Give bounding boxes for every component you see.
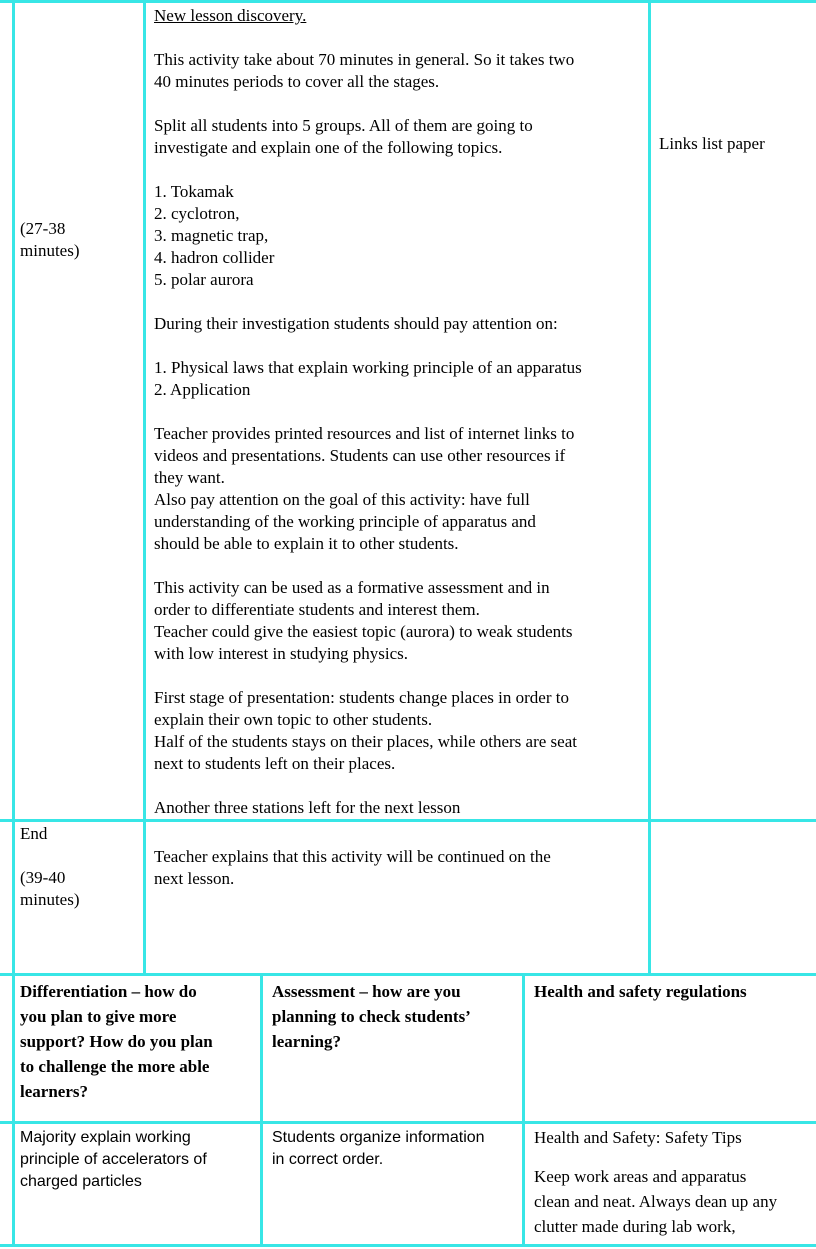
end-stage-cell bbox=[20, 823, 80, 911]
grid-line-end-top bbox=[0, 819, 816, 822]
topic-item: 2. cyclotron, bbox=[154, 204, 240, 223]
assessment-line: Students organize information bbox=[272, 1129, 485, 1146]
differentiation-content bbox=[20, 1127, 256, 1193]
p5-line: with low interest in studying physics. bbox=[154, 644, 409, 663]
stage-activity-cell bbox=[154, 5, 644, 819]
grid-line-bcol1 bbox=[260, 973, 263, 1247]
assessment-content bbox=[272, 1127, 518, 1171]
end-time-line-2: minutes) bbox=[20, 890, 80, 909]
end-activity-cell bbox=[154, 846, 644, 890]
topic-item: 5. polar aurora bbox=[154, 270, 254, 289]
differentiation-header-line: you plan to give more bbox=[20, 1007, 177, 1026]
p5-line: This activity can be used as a formative assessment and in bbox=[154, 578, 550, 597]
end-text-line-2: next lesson. bbox=[154, 869, 235, 888]
p6-line: First stage of presentation: students change places in order to bbox=[154, 688, 569, 707]
assessment-line: in correct order. bbox=[272, 1151, 384, 1168]
attention-item: 2. Application bbox=[154, 380, 251, 399]
p2-line-2: investigate and explain one of the following topics. bbox=[154, 138, 503, 157]
differentiation-header bbox=[20, 979, 256, 1104]
p6-line: next to students left on their places. bbox=[154, 754, 396, 773]
p4-line: understanding of the working principle of apparatus and bbox=[154, 512, 536, 531]
health-line: Keep work areas and apparatus bbox=[534, 1167, 747, 1186]
end-time-line-1: (39-40 bbox=[20, 868, 66, 887]
differentiation-header-line: Differentiation – how do bbox=[20, 982, 197, 1001]
stage-time-line-1: (27-38 bbox=[20, 219, 66, 238]
resources-cell bbox=[659, 133, 765, 155]
grid-line-col2 bbox=[648, 0, 651, 976]
health-header bbox=[534, 979, 814, 1004]
assessment-header bbox=[272, 979, 518, 1054]
p7: Another three stations left for the next lesson bbox=[154, 798, 461, 817]
p6-line: Half of the students stays on their places, while others are seat bbox=[154, 732, 577, 751]
grid-line-top bbox=[0, 0, 816, 3]
health-content bbox=[534, 1125, 814, 1239]
end-stage-label: End bbox=[20, 824, 48, 843]
differentiation-header-line: support? How do you plan bbox=[20, 1032, 213, 1051]
grid-line-col1 bbox=[143, 0, 146, 976]
assessment-header-line: Assessment – how are you bbox=[272, 982, 461, 1001]
topic-item: 1. Tokamak bbox=[154, 182, 234, 201]
p4-line: should be able to explain it to other students. bbox=[154, 534, 459, 553]
p5-line: order to differentiate students and interest them. bbox=[154, 600, 480, 619]
p4-line: Teacher provides printed resources and list of internet links to bbox=[154, 424, 575, 443]
assessment-header-line: learning? bbox=[272, 1032, 341, 1051]
differentiation-header-line: learners? bbox=[20, 1082, 88, 1101]
end-text-line-1: Teacher explains that this activity will be continued on the bbox=[154, 847, 551, 866]
differentiation-line: principle of accelerators of bbox=[20, 1151, 207, 1168]
p1-line-1: This activity take about 70 minutes in general. So it takes two bbox=[154, 50, 575, 69]
p6-line: explain their own topic to other students. bbox=[154, 710, 433, 729]
health-header-line: Health and safety regulations bbox=[534, 982, 747, 1001]
differentiation-line: charged particles bbox=[20, 1173, 142, 1190]
differentiation-header-line: to challenge the more able bbox=[20, 1057, 210, 1076]
grid-line-bcol2 bbox=[522, 973, 525, 1247]
health-title: Health and Safety: Safety Tips bbox=[534, 1128, 742, 1147]
p4-line: they want. bbox=[154, 468, 225, 487]
attention-item: 1. Physical laws that explain working principle of an apparatus bbox=[154, 358, 582, 377]
p2-line-1: Split all students into 5 groups. All of them are going to bbox=[154, 116, 533, 135]
p5-line: Teacher could give the easiest topic (aurora) to weak students bbox=[154, 622, 573, 641]
topic-item: 3. magnetic trap, bbox=[154, 226, 269, 245]
grid-line-bottom-mid bbox=[0, 1121, 816, 1124]
topic-item: 4. hadron collider bbox=[154, 248, 275, 267]
stage-time-line-2: minutes) bbox=[20, 241, 80, 260]
grid-line-bottom-top bbox=[0, 973, 816, 976]
assessment-header-line: planning to check students’ bbox=[272, 1007, 471, 1026]
differentiation-line: Majority explain working bbox=[20, 1129, 191, 1146]
p3: During their investigation students should pay attention on: bbox=[154, 314, 558, 333]
stage-time-cell bbox=[20, 218, 80, 262]
health-line: clutter made during lab work, bbox=[534, 1217, 736, 1236]
p1-line-2: 40 minutes periods to cover all the stages. bbox=[154, 72, 440, 91]
grid-line-left bbox=[12, 0, 15, 1247]
resources-text: Links list paper bbox=[659, 134, 765, 153]
p4-line: Also pay attention on the goal of this activity: have full bbox=[154, 490, 530, 509]
grid-line-bottom bbox=[0, 1244, 816, 1247]
p4-line: videos and presentations. Students can use other resources if bbox=[154, 446, 566, 465]
activity-heading: New lesson discovery. bbox=[154, 6, 307, 25]
health-line: clean and neat. Always dean up any bbox=[534, 1192, 778, 1211]
